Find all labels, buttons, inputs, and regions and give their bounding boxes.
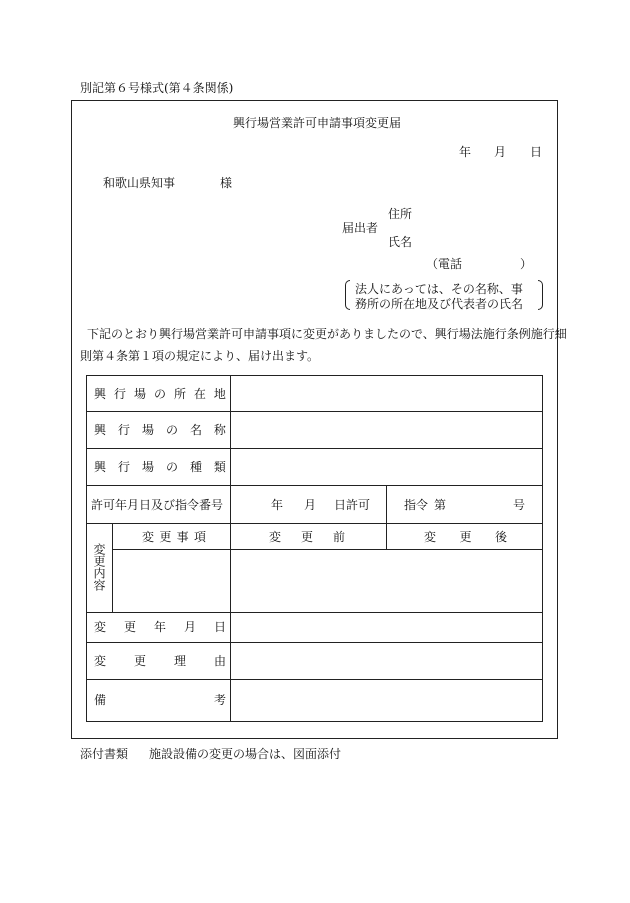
attachments-text: 施設設備の変更の場合は、図面添付	[149, 747, 342, 761]
applicant-label: 届出者	[342, 221, 379, 235]
date-month: 月	[494, 145, 507, 159]
addressee-name: 和歌山県知事	[103, 176, 176, 190]
row-remarks-label: 備 考	[94, 693, 226, 707]
body-text-line2: 則第４条第１項の規定により、届け出ます。	[80, 349, 320, 363]
row-name-label: 興 行 場 の 名 称	[94, 423, 226, 437]
change-header-after: 変 更 後	[424, 530, 507, 544]
body-text-line1: 下記のとおり興行場営業許可申請事項に変更がありましたので、興行場法施行条例施行細	[87, 327, 567, 341]
row-change-reason-label: 変 更 理 由	[94, 654, 226, 668]
row-change-date-label: 変 更 年 月 日	[94, 620, 226, 634]
corporate-note-line1: 法人にあっては、その名称、事	[355, 282, 523, 296]
order-go: 号	[513, 498, 526, 512]
row-type-label: 興 行 場 の 種 類	[94, 460, 226, 474]
addressee-honorific: 様	[220, 176, 233, 190]
corporate-note-line2: 務所の所在地及び代表者の氏名	[355, 297, 524, 311]
attachments-label: 添付書類	[80, 747, 129, 761]
phone-label: （電話	[426, 257, 463, 271]
corporate-note	[345, 280, 543, 310]
permit-year: 年	[271, 498, 284, 512]
date-year: 年	[459, 145, 472, 159]
left-bracket	[345, 280, 350, 310]
form-code: 別記第６号様式(第４条関係)	[80, 81, 234, 95]
form-table	[86, 375, 543, 722]
change-header-before: 変 更 前	[269, 530, 345, 544]
date-day: 日	[530, 145, 543, 159]
change-header-item: 変 更 事 項	[142, 530, 206, 544]
address-label: 住所	[388, 207, 413, 221]
right-bracket	[538, 280, 543, 310]
order-dai: 第	[434, 498, 447, 512]
document-title: 興行場営業許可申請事項変更届	[233, 116, 402, 130]
change-section-label: 変更内容	[92, 543, 106, 591]
phone-close: ）	[520, 257, 533, 271]
name-label: 氏名	[388, 235, 413, 249]
permit-day: 日許可	[334, 498, 371, 512]
permit-month: 月	[304, 498, 317, 512]
row-permit-label: 許可年月日及び指令番号	[91, 498, 224, 512]
row-location-label: 興 行 場 の 所 在 地	[94, 387, 226, 401]
order-label: 指令	[404, 498, 429, 512]
